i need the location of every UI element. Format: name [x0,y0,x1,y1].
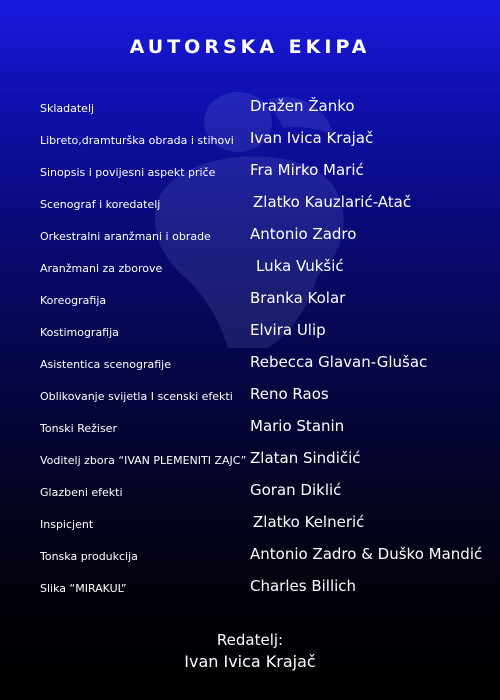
credit-row [0,416,500,448]
director-name: Ivan Ivica Krajač [184,652,316,671]
credit-row [0,256,500,288]
credit-name: Fra Mirko Marić [250,161,364,179]
credit-row [0,320,500,352]
credit-role: Aranžmani za zborove [40,262,163,275]
credit-row [0,512,500,544]
credit-role: Tonska produkcija [40,550,138,563]
credit-row [0,96,500,128]
credit-name: Rebecca Glavan-Glušac [250,353,428,371]
credit-name: Elvira Ulip [250,321,326,339]
credit-name: Mario Stanin [250,417,345,435]
credit-role: Orkestralni aranžmani i obrade [40,230,211,243]
credit-name: Goran Diklić [250,481,342,499]
credit-role: Sinopsis i povijesni aspekt priče [40,166,216,179]
credit-name: Luka Vukšić [256,257,344,275]
credits-list [0,96,500,608]
credit-row [0,480,500,512]
credit-name: Zlatko Kauzlarić-Atač [253,193,412,211]
credit-name: Ivan Ivica Krajač [250,129,374,147]
credit-row [0,576,500,608]
credit-role: Koreografija [40,294,107,307]
credit-row [0,288,500,320]
credit-name: Reno Raos [250,385,329,403]
credit-role: Tonski Režiser [40,422,117,435]
credit-name: Dražen Žanko [250,97,355,115]
credit-role: Libreto,dramturška obrada i stihovi [40,134,234,147]
credit-row [0,160,500,192]
credit-role: Asistentica scenografije [40,358,171,371]
director-block [0,630,500,674]
credit-role: Voditelj zbora “IVAN PLEMENITI ZAJC” [40,454,247,467]
credit-role: Glazbeni efekti [40,486,123,499]
credit-name: Zlatko Kelnerić [253,513,365,531]
credit-row [0,544,500,576]
credit-role: Scenograf i koredatelj [40,198,161,211]
credit-role: Slika “MIRAKUL” [40,582,127,595]
credit-row [0,224,500,256]
credit-row [0,352,500,384]
credit-name: Antonio Zadro & Duško Mandić [250,545,483,563]
director-label: Redatelj: [216,631,284,649]
credit-name: Branka Kolar [250,289,346,307]
credit-row [0,448,500,480]
credit-role: Oblikovanje svijetla I scenski efekti [40,390,233,403]
page-title: AUTORSKA EKIPA [129,36,371,58]
credit-name: Charles Billich [250,577,357,595]
credit-row [0,128,500,160]
credit-role: Kostimografija [40,326,119,339]
credit-role: Inspicjent [40,518,94,531]
credit-row [0,192,500,224]
credit-name: Antonio Zadro [250,225,357,243]
credit-name: Zlatan Sindičić [250,449,361,467]
credit-row [0,384,500,416]
credit-role: Skladatelj [40,102,95,115]
